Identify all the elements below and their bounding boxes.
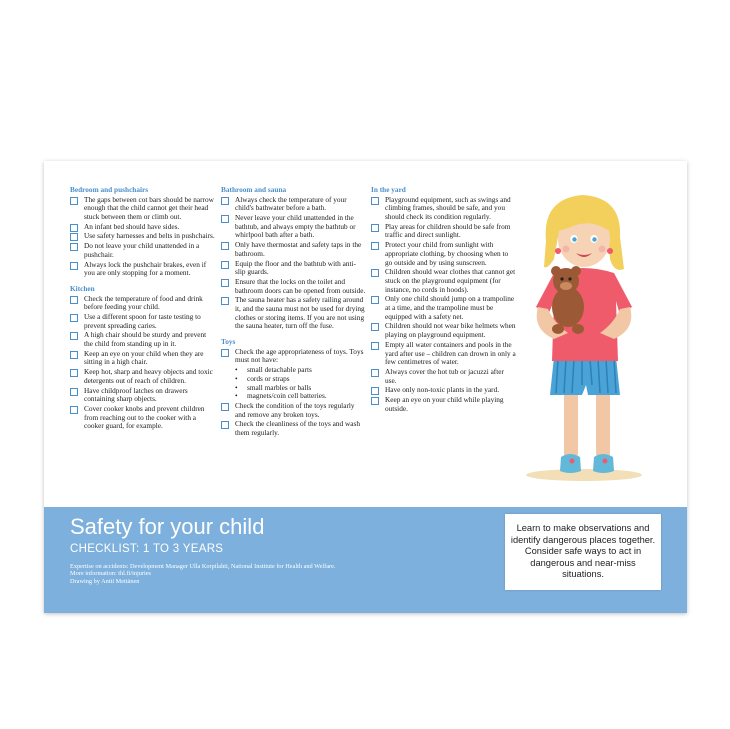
checklist-item[interactable]: Never leave your child unattended in the bathtub, and always empty the bathtub or whirlpool bath after a bath. bbox=[221, 214, 366, 240]
checkbox-icon[interactable] bbox=[221, 261, 229, 269]
column-1 bbox=[70, 186, 215, 432]
section-title: Toys bbox=[221, 337, 236, 347]
checkbox-icon[interactable] bbox=[371, 397, 379, 405]
checklist-item[interactable]: Use a different spoon for taste testing to prevent spreading caries. bbox=[70, 313, 215, 330]
checkbox-icon[interactable] bbox=[70, 388, 78, 396]
checklist-item[interactable]: Protect your child from sunlight with appropriate clothing, by choosing when to go outside and by using sunscreen. bbox=[371, 241, 516, 267]
checklist-item[interactable]: Playground equipment, such as swings and climbing frames, should be safe, and you should check its condition regularly. bbox=[371, 196, 516, 222]
checklist-item[interactable]: Only one child should jump on a trampoline at a time, and the trampoline must be equipped with a safety net. bbox=[371, 295, 516, 321]
checklist-item[interactable]: Empty all water containers and pools in the yard after use – children can drown in only a few centimetres of water. bbox=[371, 341, 516, 367]
checklist-item[interactable]: An infant bed should have sides. bbox=[70, 223, 215, 232]
checklist-item[interactable]: Children should wear clothes that cannot get stuck on the playground equipment (for instance, no cords in hoods). bbox=[371, 268, 516, 294]
section-bedroom bbox=[70, 186, 215, 278]
safety-checklist-card bbox=[44, 161, 687, 613]
section-kitchen bbox=[70, 285, 215, 431]
checkbox-icon[interactable] bbox=[70, 262, 78, 270]
column-2 bbox=[221, 186, 366, 439]
checkbox-icon[interactable] bbox=[371, 197, 379, 205]
checkbox-icon[interactable] bbox=[70, 351, 78, 359]
checkbox-icon[interactable] bbox=[371, 387, 379, 395]
checkbox-icon[interactable] bbox=[371, 242, 379, 250]
list-item: • small marbles or balls bbox=[235, 384, 366, 393]
checklist-item[interactable]: Ensure that the locks on the toilet and bathroom doors can be opened from outside. bbox=[221, 278, 366, 295]
checklist-item[interactable]: The sauna heater has a safety railing around it, and the sauna must not be used for drying clothes or storing items. If you are not using the sauna heater, turn off the fuse. bbox=[221, 296, 366, 331]
checklist-item[interactable]: A high chair should be sturdy and prevent the child from standing up in it. bbox=[70, 331, 215, 348]
checkbox-icon[interactable] bbox=[221, 215, 229, 223]
checkbox-icon[interactable] bbox=[221, 403, 229, 411]
list-item: • cords or straps bbox=[235, 375, 366, 384]
section-title: Kitchen bbox=[70, 283, 95, 293]
checklist-item[interactable]: Always check the temperature of your child's bathwater before a bath. bbox=[221, 196, 366, 213]
section-yard bbox=[371, 186, 516, 413]
checklist-item[interactable]: Check the cleanliness of the toys and wash them regularly. bbox=[221, 420, 366, 437]
checklist-item[interactable]: Children should not wear bike helmets when playing on playground equipment. bbox=[371, 322, 516, 339]
checklist-subtitle: CHECKLIST: 1 TO 3 YEARS bbox=[70, 543, 224, 555]
credit-drawing: Drawing by Antti Mettänen bbox=[70, 577, 140, 585]
checkbox-icon[interactable] bbox=[70, 243, 78, 251]
section-bathroom bbox=[221, 186, 366, 331]
checklist-item[interactable]: The gaps between cot bars should be narrow enough that the child cannot get their head stuck between them or climb out. bbox=[70, 196, 215, 222]
checkbox-icon[interactable] bbox=[221, 297, 229, 305]
checkbox-icon[interactable] bbox=[70, 314, 78, 322]
column-3 bbox=[371, 186, 516, 414]
checkbox-icon[interactable] bbox=[221, 242, 229, 250]
checklist-item[interactable]: Check the temperature of food and drink before feeding your child. bbox=[70, 295, 215, 312]
checklist-item[interactable]: Play areas for children should be safe from traffic and direct sunlight. bbox=[371, 223, 516, 240]
checkbox-icon[interactable] bbox=[371, 296, 379, 304]
section-title: Bathroom and sauna bbox=[221, 185, 287, 194]
page-title: Safety for your child bbox=[70, 514, 265, 539]
checklist-item[interactable]: Do not leave your child unattended in a pushchair. bbox=[70, 242, 215, 259]
checkbox-icon[interactable] bbox=[70, 369, 78, 377]
checklist-item[interactable]: Check the condition of the toys regularly and remove any broken toys. bbox=[221, 402, 366, 419]
checklist-item[interactable]: Only have thermostat and safety taps in the bathroom. bbox=[221, 241, 366, 258]
checkbox-icon[interactable] bbox=[371, 269, 379, 277]
checklist-item[interactable]: Always lock the pushchair brakes, even if you are only stopping for a moment. bbox=[70, 261, 215, 278]
checklist-item[interactable]: Have childproof latches on drawers containing sharp objects. bbox=[70, 387, 215, 404]
checkbox-icon[interactable] bbox=[70, 406, 78, 414]
girl-with-teddy-illustration bbox=[524, 189, 644, 489]
checklist-item[interactable]: Keep hot, sharp and heavy objects and toxic detergents out of reach of children. bbox=[70, 368, 215, 385]
toy-hazard-list bbox=[221, 366, 366, 401]
checkbox-icon[interactable] bbox=[371, 224, 379, 232]
checklist-item[interactable]: Equip the floor and the bathtub with anti-slip guards. bbox=[221, 260, 366, 277]
footer-band bbox=[44, 507, 687, 613]
checkbox-icon[interactable] bbox=[70, 197, 78, 205]
checkbox-icon[interactable] bbox=[371, 323, 379, 331]
checklist-item[interactable]: Have only non-toxic plants in the yard. bbox=[371, 386, 516, 395]
checkbox-icon[interactable] bbox=[221, 421, 229, 429]
checkbox-icon[interactable] bbox=[70, 296, 78, 304]
checklist-item[interactable]: Use safety harnesses and belts in pushchairs. bbox=[70, 232, 215, 241]
checkbox-icon[interactable] bbox=[371, 342, 379, 350]
section-title: In the yard bbox=[371, 185, 406, 194]
checkbox-icon[interactable] bbox=[371, 369, 379, 377]
checkbox-icon[interactable] bbox=[221, 279, 229, 287]
checkbox-icon[interactable] bbox=[221, 349, 229, 357]
checklist-item[interactable]: Check the age appropriateness of toys. Toys must not have: bbox=[221, 348, 366, 365]
checklist-item[interactable]: Always cover the hot tub or jacuzzi after use. bbox=[371, 368, 516, 385]
checkbox-icon[interactable] bbox=[70, 233, 78, 241]
checkbox-icon[interactable] bbox=[221, 197, 229, 205]
advice-note: Learn to make observations and identify dangerous places together. Consider safe ways to act in dangerous and near-miss situations. bbox=[505, 514, 661, 590]
checklist-item[interactable]: Keep an eye on your child while playing outside. bbox=[371, 396, 516, 413]
credit-expertise: Expertise on accidents: Development Manager Ulla Korpilahti, National Institute for Health and Welfare. bbox=[70, 563, 336, 570]
credit-more-info: More information: thl.fi/injuries bbox=[70, 570, 151, 578]
list-item: • small detachable parts bbox=[235, 366, 366, 375]
credits bbox=[70, 563, 336, 585]
section-toys bbox=[221, 338, 366, 438]
checklist-item[interactable]: Cover cooker knobs and prevent children from reaching out to the cooker with a cooker guard, for example. bbox=[70, 405, 215, 431]
section-title: Bedroom and pushchairs bbox=[70, 185, 149, 194]
checklist-item[interactable]: Keep an eye on your child when they are sitting in a high chair. bbox=[70, 350, 215, 367]
checkbox-icon[interactable] bbox=[70, 332, 78, 340]
list-item: • magnets/coin cell batteries. bbox=[235, 392, 366, 401]
checkbox-icon[interactable] bbox=[70, 224, 78, 232]
